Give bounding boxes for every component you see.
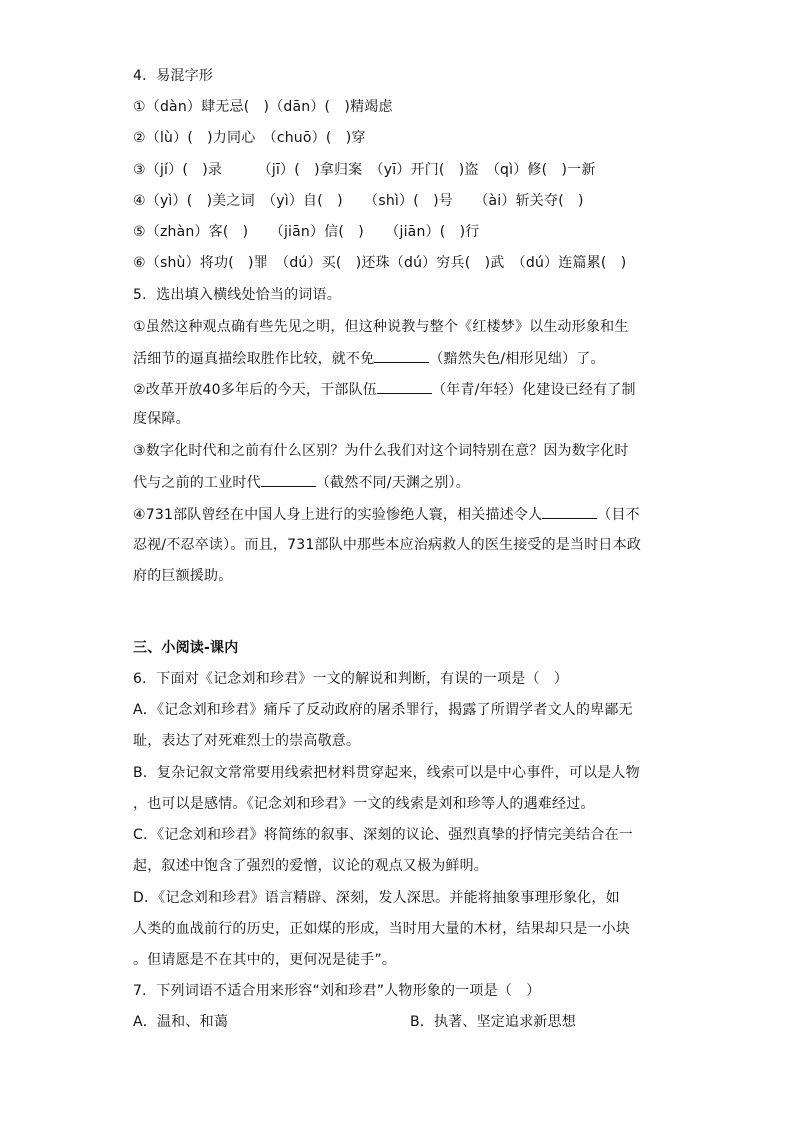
q7-option-b[interactable]: B．执著、坚定追求新思想 xyxy=(410,1014,577,1030)
q4-title: 4．易混字形 xyxy=(133,68,214,84)
text: （黯然失色/相形见绌）了。 xyxy=(429,351,605,367)
q5-item-2-line-1 xyxy=(133,379,636,400)
text: 活细节的逼真描绘取胜作比较，就不免 xyxy=(133,351,375,367)
q6-option-d-line-2: 人类的血战前行的历史，正如煤的形成，当时用大量的木材，结果却只是一小块 xyxy=(133,921,630,937)
q4-item-6: ⑥（shù）将功( )罪 （dú）买( )还珠（dú）穷兵( )武 （dú）连篇累( ) xyxy=(133,255,627,271)
text: ②改革开放40多年后的今天，干部队伍 xyxy=(133,382,377,398)
q5-item-3-line-1: ③数字化时代和之前有什么区别？为什么我们对这个词特别在意？因为数字化时 xyxy=(133,443,629,459)
text: ④731部队曾经在中国人身上进行的实验惨绝人寰，相关描述令人 xyxy=(133,507,543,523)
text: 代与之前的工业时代 xyxy=(133,475,261,491)
q6-option-b-line-1: B．复杂记叙文常常要用线索把材料贯穿起来，线索可以是中心事件，可以是人物 xyxy=(133,765,640,781)
answer-blank[interactable] xyxy=(374,348,429,363)
q7-option-a[interactable]: A．温和、和蔼 xyxy=(133,1014,228,1030)
q6-option-d-line-3: 。但请愿是不在其中的，更何况是徒手”。 xyxy=(133,952,397,968)
q7-options-row xyxy=(133,1012,653,1032)
q4-item-3: ③（jí）( )录 （jī）( )拿归案 （yī）开门( )盗 （qì）修( )一新 xyxy=(133,162,596,178)
text: （年青/年轻）化建设已经有了制 xyxy=(431,382,636,398)
q5-item-4-line-3: 府的巨额援助。 xyxy=(133,568,233,584)
q5-item-1-line-2 xyxy=(133,348,605,369)
q6-option-c-line-1: C．《记念刘和珍君》将简练的叙事、深刻的议论、强烈真挚的抒情完美结合在一 xyxy=(133,827,633,843)
q5-item-1-line-1: ①虽然这种观点确有些先见之明，但这种说教与整个《红楼梦》以生动形象和生 xyxy=(133,319,629,335)
q6-option-d-line-1: D．《记念刘和珍君》语言精辟、深刻，发人深思。并能将抽象事理形象化，如 xyxy=(133,890,620,906)
q6-option-c-line-2: 起，叙述中饱含了强烈的爱憎，议论的观点又极为鲜明。 xyxy=(133,858,488,874)
q6-option-b-line-2: ，也可以是感情。《记念刘和珍君》一文的线索是刘和珍等人的遇难经过。 xyxy=(133,796,595,812)
text: （目不 xyxy=(597,507,640,523)
answer-blank[interactable] xyxy=(377,379,432,394)
q4-item-4: ④（yì）( )美之词 （yì）自( ) （shì）( )号 （ài）斩关夺( ) xyxy=(133,193,584,209)
answer-blank[interactable] xyxy=(542,504,597,519)
q5-item-2-line-2: 度保障。 xyxy=(133,411,190,427)
q6-title: 6．下面对《记念刘和珍君》一文的解说和判断，有误的一项是（ ） xyxy=(133,671,569,687)
q6-option-a-line-1: A．《记念刘和珍君》痛斥了反动政府的屠杀罪行，揭露了所谓学者文人的卑鄙无 xyxy=(133,702,633,718)
q5-item-4-line-2: 忍视/不忍卒读）。而且，731部队中那些本应治病救人的医生接受的是当时日本政 xyxy=(133,537,642,553)
q5-item-4-line-1 xyxy=(133,504,640,525)
q4-item-2: ②（lù）( )力同心 （chuō）( )穿 xyxy=(133,130,366,146)
answer-blank[interactable] xyxy=(261,472,316,487)
q5-title: 5．选出填入横线处恰当的词语。 xyxy=(133,287,341,303)
section-heading: 三、小阅读-课内 xyxy=(133,640,239,656)
q7-title: 7．下列词语不适合用来形容“刘和珍君”人物形象的一项是（ ） xyxy=(133,983,541,999)
q6-option-a-line-2: 耻，表达了对死难烈士的崇高敬意。 xyxy=(133,733,361,749)
text: （截然不同/天渊之别）。 xyxy=(315,475,470,491)
q5-item-3-line-2 xyxy=(133,472,470,493)
q4-item-5: ⑤（zhàn）客( ) （jiān）信( ) （jiān）( )行 xyxy=(133,224,480,240)
q4-item-1: ①（dàn）肆无忌( )（dān）( )精竭虑 xyxy=(133,99,393,115)
